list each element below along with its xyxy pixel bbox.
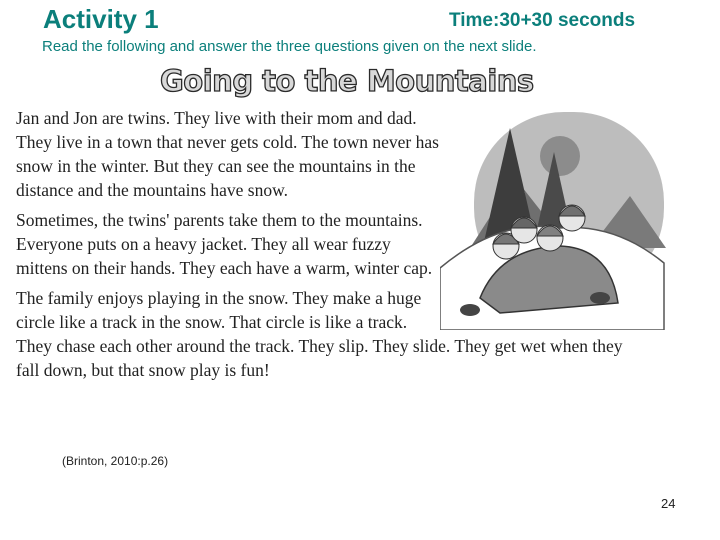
story-line: mittens on their hands. They each have a warm, winter cap. (16, 258, 433, 278)
story-line: fall down, but that snow play is fun! (16, 360, 270, 380)
sun-icon (540, 136, 580, 176)
story-line: distance and the mountains have snow. (16, 180, 288, 200)
story-line: circle like a track in the snow. That circle is like a track. (16, 312, 408, 332)
story-line: snow in the winter. But they can see the mountains in the (16, 156, 416, 176)
page-number: 24 (661, 496, 676, 511)
family-member (559, 205, 585, 231)
story-title: Going to the Mountains (160, 64, 534, 98)
citation: (Brinton, 2010:p.26) (62, 454, 169, 468)
family-member (537, 225, 563, 251)
boot-icon (460, 304, 480, 316)
family-member (511, 217, 537, 243)
story-line: Jan and Jon are twins. They live with their mom and dad. (16, 108, 417, 128)
family-in-snow-illustration (440, 98, 668, 330)
story-line: Everyone puts on a heavy jacket. They all wear fuzzy (16, 234, 391, 254)
time-label: Time:30+30 seconds (449, 10, 636, 31)
boot-icon (590, 292, 610, 304)
story-line: They live in a town that never gets cold. The town never has (16, 132, 439, 152)
instruction-text: Read the following and answer the three questions given on the next slide. (42, 38, 537, 55)
activity-title: Activity 1 (43, 4, 159, 34)
story-line: They chase each other around the track. They slip. They slide. They get wet when they (16, 336, 623, 356)
story-line: Sometimes, the twins' parents take them to the mountains. (16, 210, 423, 230)
story-line: The family enjoys playing in the snow. They make a huge (16, 288, 422, 308)
